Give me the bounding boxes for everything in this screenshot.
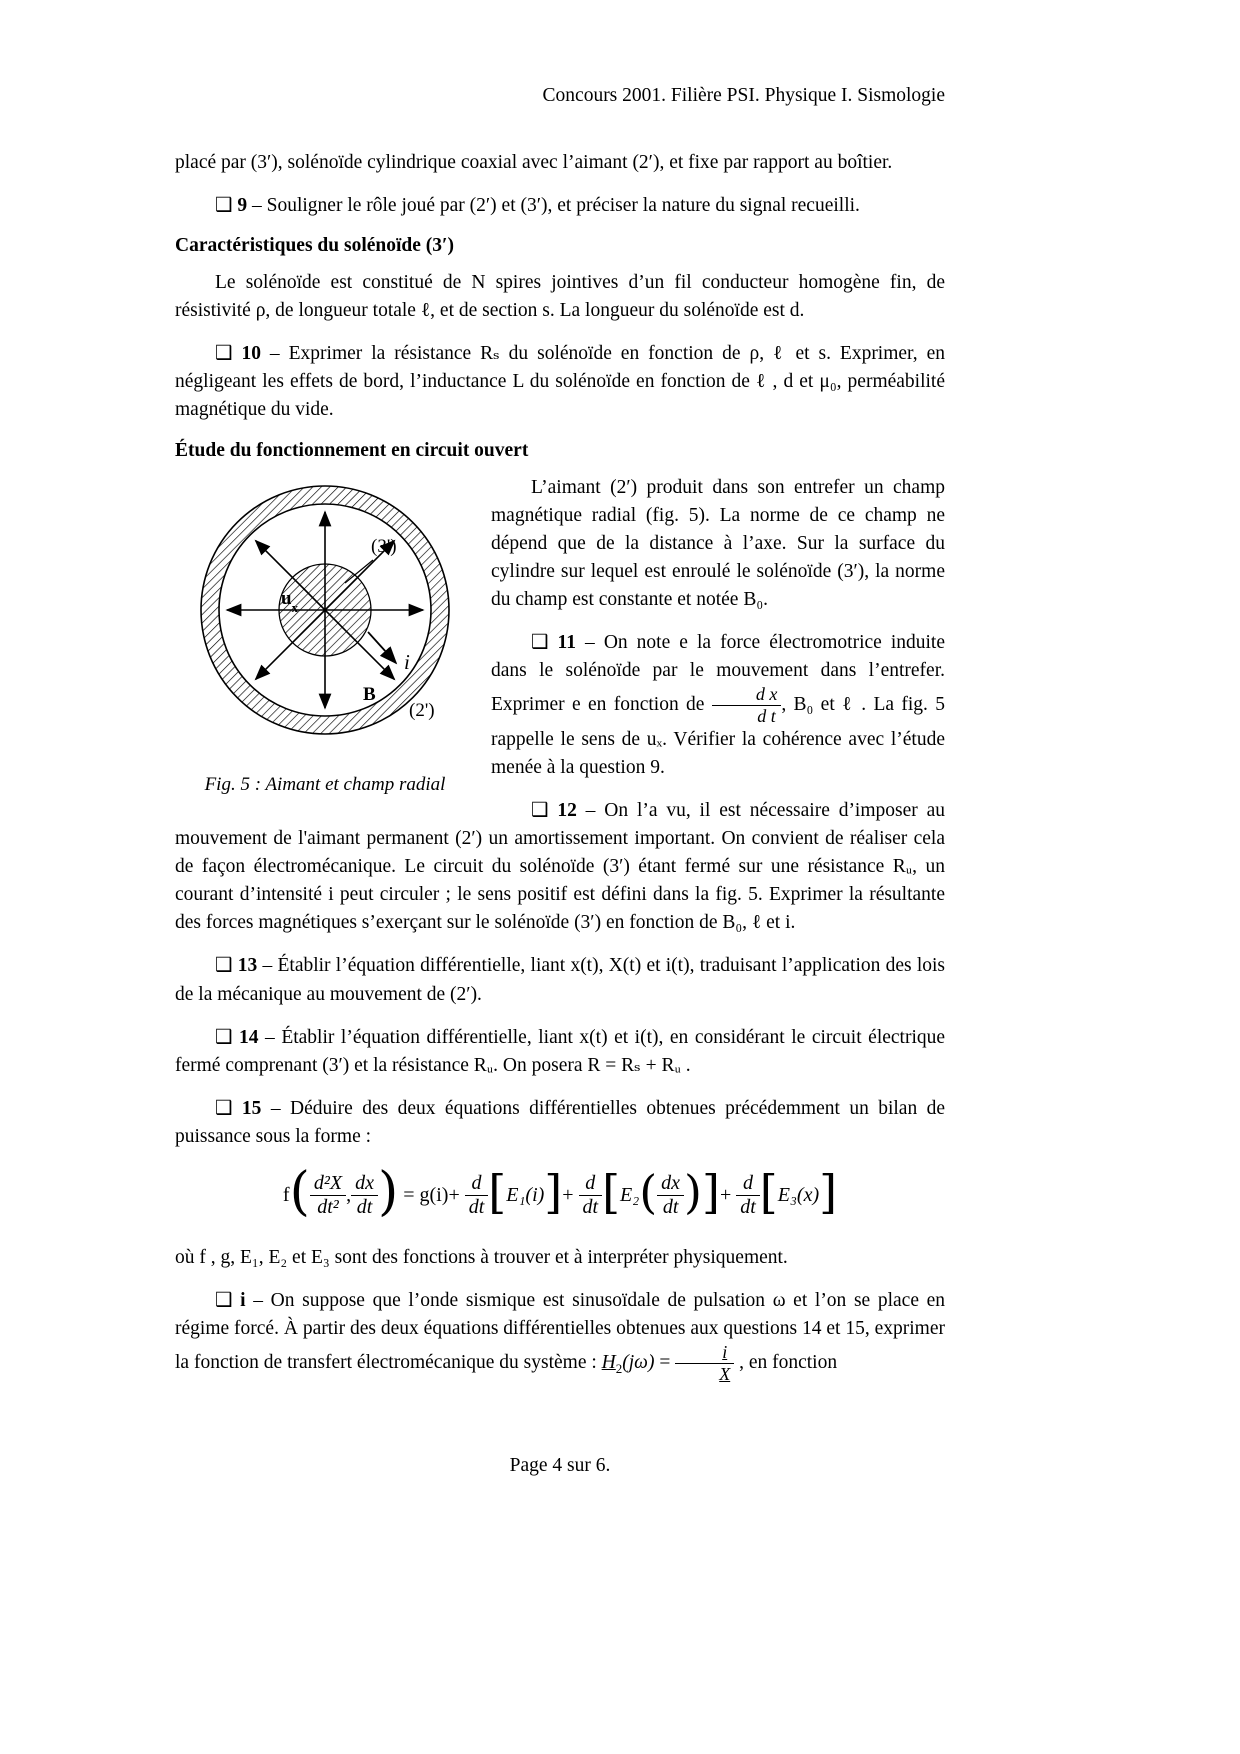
eq-rparen-2: ) — [684, 1165, 702, 1220]
fraction-d2X-dt2: $\frac{\text{d²X}}{\text{dt²}}$ — [310, 1173, 346, 1218]
eq-rbracket-1: ] — [544, 1165, 563, 1220]
paragraph-ou-fonctions: où f , g, E₁, E₂ et E₃ sont des fonctions à trouver et à interpréter physiquement. — [175, 1246, 788, 1268]
eq-E2: E₂ — [620, 1183, 640, 1206]
fraction-dx-dt: $\frac{\text{d x}}{\text{d t}}$ — [712, 685, 782, 726]
question-15-dash: – — [270, 1097, 281, 1119]
question-14-number: 14 — [239, 1026, 259, 1048]
document-header: Concours 2001. Filière PSI. Physique I. Sismologie — [542, 85, 945, 106]
heading-etude: Étude du fonctionnement en circuit ouvert — [175, 439, 529, 461]
question-12-text: On l’a vu, il est nécessaire d’imposer au mouvement de l'aimant permanent (2′) un amortissement important. On convient de réaliser cela de façon électromécanique. Le circuit du solénoïde (3′) étant fermé sur une résistance Rᵤ, un courant d’intensité i peut circuler ; le sens positif est défini dans la fig. 5. Exprimer la résultante des forces magnétiques s’exerçant sur le solénoïde (3′) en fonction de B₀, ℓ et i. — [175, 800, 946, 934]
question-9-text: Souligner le rôle joué par (2′) et (3′), et préciser la nature du signal recueilli. — [266, 195, 860, 217]
fraction-i-over-X: $\frac{i}{X}$ — [675, 1343, 734, 1384]
question-9-number: 9 — [237, 195, 248, 217]
equation-bilan-puissance — [175, 1162, 945, 1223]
eq-plus-1: + — [562, 1183, 574, 1206]
question-14-text: Établir l’équation différentielle, liant x(t) et i(t), en considérant le circuit électrique fermé comprenant (3′) et la résistance Rᵤ. On posera R = Rₛ + Rᵤ . — [175, 1026, 946, 1076]
question-13 — [175, 952, 945, 1008]
eq-lparen-1: ( — [289, 1162, 310, 1223]
page-number: Page 4 sur 6. — [509, 1455, 611, 1476]
eq-equals-g: = g(i)+ — [403, 1183, 460, 1206]
question-14-marker: ❑ — [215, 1026, 233, 1048]
label-field-B: B — [363, 683, 376, 705]
paragraph-solenoide: Le solénoïde est constitué de N spires jointives d’un fil conducteur homogène fin, de résistivité ρ, de longueur totale ℓ, et de section s. La longueur du solénoïde est d. — [175, 272, 945, 322]
question-15-text: Déduire des deux équations différentielles obtenues précédemment un bilan de puissance sous la forme : — [175, 1097, 946, 1147]
figure-5-diagram — [175, 480, 475, 760]
question-12-marker: ❑ — [531, 800, 549, 822]
figure-5 — [175, 480, 475, 796]
question-16-text-2: , en fonction — [734, 1351, 838, 1373]
eq-E1: E₁(i) — [506, 1183, 545, 1206]
intro-paragraph: placé par (3′), solénoïde cylindrique coaxial avec l’aimant (2′), et fixe par rapport au boîtier. — [175, 152, 893, 173]
eq-lparen-2: ( — [639, 1165, 658, 1220]
eq-f: f — [282, 1183, 290, 1206]
question-16 — [175, 1287, 945, 1384]
question-9-dash: – — [251, 195, 262, 217]
eq-plus-2: + — [719, 1183, 732, 1206]
fraction-d-dt-3: $\frac{d}{dt}$ — [736, 1173, 760, 1218]
tf-H-subscript: 2 — [615, 1360, 623, 1376]
eq-rbracket-3: ] — [819, 1165, 838, 1220]
question-16-marker: ❑ — [215, 1289, 233, 1311]
paragraph-aimant: L’aimant (2′) produit dans son entrefer un champ magnétique radial (fig. 5). La norme de ce champ ne dépend que de la distance à l’axe. Sur la surface du cylindre sur lequel est enroulé le solénoïde (3′), la norme du champ est constante et notée B₀. — [491, 476, 945, 610]
question-13-marker: ❑ — [215, 955, 233, 977]
question-10 — [175, 340, 945, 424]
tf-args: (jω) — [622, 1351, 655, 1373]
eq-lbracket-2: [ — [602, 1165, 621, 1220]
fraction-dx-dt-lhs: $\frac{dx}{dt}$ — [351, 1173, 378, 1218]
question-16-number: i — [240, 1289, 246, 1311]
question-11-marker: ❑ — [531, 631, 549, 653]
question-15-number: 15 — [241, 1097, 262, 1119]
heading-caracteristiques: Caractéristiques du solénoïde (3′) — [175, 235, 455, 257]
question-11-text-1: On note e la force électromotrice induite dans le solénoïde par le mouvement dans l’entrefer. Exprimer e en fonction de — [491, 631, 946, 715]
fraction-dx-dt-rhs: $\frac{dx}{dt}$ — [657, 1173, 684, 1218]
question-11-dash: – — [585, 631, 595, 653]
label-current-i: i — [404, 649, 410, 674]
question-13-dash: – — [262, 955, 273, 977]
tf-H: H — [601, 1351, 616, 1373]
question-12-number: 12 — [557, 800, 577, 822]
question-10-number: 10 — [241, 343, 261, 365]
eq-E3: E₃(x) — [777, 1183, 820, 1206]
question-10-text: Exprimer la résistance Rₛ du solénoïde en fonction de ρ, ℓ et s. Exprimer, en négligeant les effets de bord, l’inductance L du solénoïde en fonction de ℓ , d et μ₀, perméabilité magnétique du vide. — [175, 343, 946, 421]
question-9 — [175, 192, 945, 220]
question-14-dash: – — [265, 1026, 275, 1048]
label-solenoid-3prime: (3') — [371, 535, 397, 557]
transfer-function — [601, 1342, 735, 1385]
tf-equals: = — [659, 1351, 671, 1373]
eq-rbracket-2: ] — [702, 1165, 720, 1220]
label-ux-vector: $u_x$ — [281, 587, 299, 615]
eq-comma: , — [346, 1183, 352, 1206]
question-16-text-1: On suppose que l’onde sismique est sinusoïdale de pulsation ω et l’on se place en régime forcé. À partir des deux équations différentielles obtenues aux questions 14 et 15, exprimer la fonction de transfert électromécanique du système : — [175, 1289, 946, 1373]
question-11-text-2: , B₀ et ℓ . La fig. 5 rappelle le sens de uₓ. Vérifier la cohérence avec l’étude menée à la question 9. — [491, 693, 945, 778]
question-14 — [175, 1024, 945, 1080]
label-magnet-2prime: (2') — [409, 699, 435, 721]
fraction-d-dt-2: $\frac{d}{dt}$ — [579, 1173, 603, 1218]
question-16-dash: – — [253, 1289, 263, 1311]
eq-rparen-1: ) — [377, 1162, 399, 1223]
question-12 — [175, 797, 945, 937]
eq-lbracket-1: [ — [488, 1165, 507, 1220]
question-15 — [175, 1095, 945, 1151]
question-13-number: 13 — [237, 955, 258, 977]
question-10-dash: – — [269, 343, 280, 365]
eq-lbracket-3: [ — [759, 1165, 778, 1220]
question-9-marker: ❑ — [215, 195, 233, 217]
fraction-d-dt-1: $\frac{d}{dt}$ — [465, 1173, 489, 1218]
question-12-dash: – — [585, 800, 596, 822]
question-11-number: 11 — [557, 631, 576, 653]
figure-5-caption: Fig. 5 : Aimant et champ radial — [204, 773, 446, 795]
question-10-marker: ❑ — [215, 343, 233, 365]
question-15-marker: ❑ — [215, 1097, 233, 1119]
question-13-text: Établir l’équation différentielle, liant x(t), X(t) et i(t), traduisant l’application des lois de la mécanique au mouvement de (2′). — [175, 955, 946, 1005]
